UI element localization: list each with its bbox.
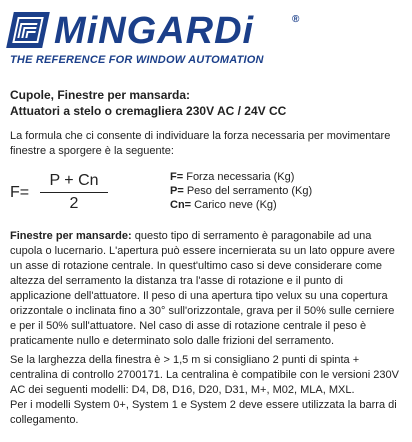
mansarde-label: Finestre per mansarde: — [10, 230, 132, 242]
formula-denominator: 2 — [69, 195, 79, 212]
legend-item: Cn= Carico neve (Kg) — [170, 199, 277, 211]
fraction-bar — [40, 192, 108, 193]
intro-paragraph: La formula che ci consente di individuare la forza necessaria per movimentare finestre a sporgere è la seguente: — [10, 130, 391, 157]
brand-name: MiNGARDi — [54, 10, 255, 52]
title-line-1: Cupole, Finestre per mansarda: — [10, 88, 191, 102]
formula-numerator: P + Cn — [49, 172, 99, 189]
mansarde-paragraph — [10, 229, 402, 349]
window-logo-icon — [6, 12, 50, 48]
closing-paragraph — [10, 353, 402, 428]
closing-line-1: Se la larghezza della finestra è > 1,5 m si consigliano 2 punti di spinta + centralina di controllo 2700171. La centralina è compatibile con le versioni 230V AC dei seguenti modelli: D4, D8, D16, D20, D31, M+, M02, MLA, MXL. — [10, 354, 399, 396]
mansarde-text: questo tipo di serramento è paragonabile ad una cupola o lucernario. L'apertura può essere incernierata su un lato oppure avere un asse di rotazione centrale. In quest'ultimo caso si deve considerare come altezza del serramento la distanza tra l'asse di rotazione e il punto di applicazione dell'attuatore. Il peso di una apertura tipo velux su una copertura orizzontale o inclinata fino a 30° sull'orizzontale, grava per il 50% sulle cerniere e per il 50% sull'attuatore. Nel caso di asse di rotazione centrale il peso è praticamente nullo e determinato solo dalle frizioni del serramento. — [10, 230, 395, 347]
closing-line-2: Per i modelli System 0+, System 1 e System 2 deve essere utilizzata la barra di collegamento. — [10, 399, 397, 426]
brand-tagline: THE REFERENCE FOR WINDOW AUTOMATION — [10, 54, 264, 66]
legend-item: F= Forza necessaria (Kg) — [170, 171, 295, 183]
force-formula — [10, 170, 402, 220]
page-title — [10, 87, 402, 119]
legend-item: P= Peso del serramento (Kg) — [170, 185, 313, 197]
formula-lhs: F= — [10, 184, 30, 201]
formula-legend — [170, 170, 400, 212]
title-line-2: Attuatori a stelo o cremagliera 230V AC / 24V CC — [10, 104, 287, 118]
formula-fraction — [40, 172, 108, 213]
brand-logo — [10, 12, 400, 52]
registered-mark: ® — [292, 14, 300, 25]
